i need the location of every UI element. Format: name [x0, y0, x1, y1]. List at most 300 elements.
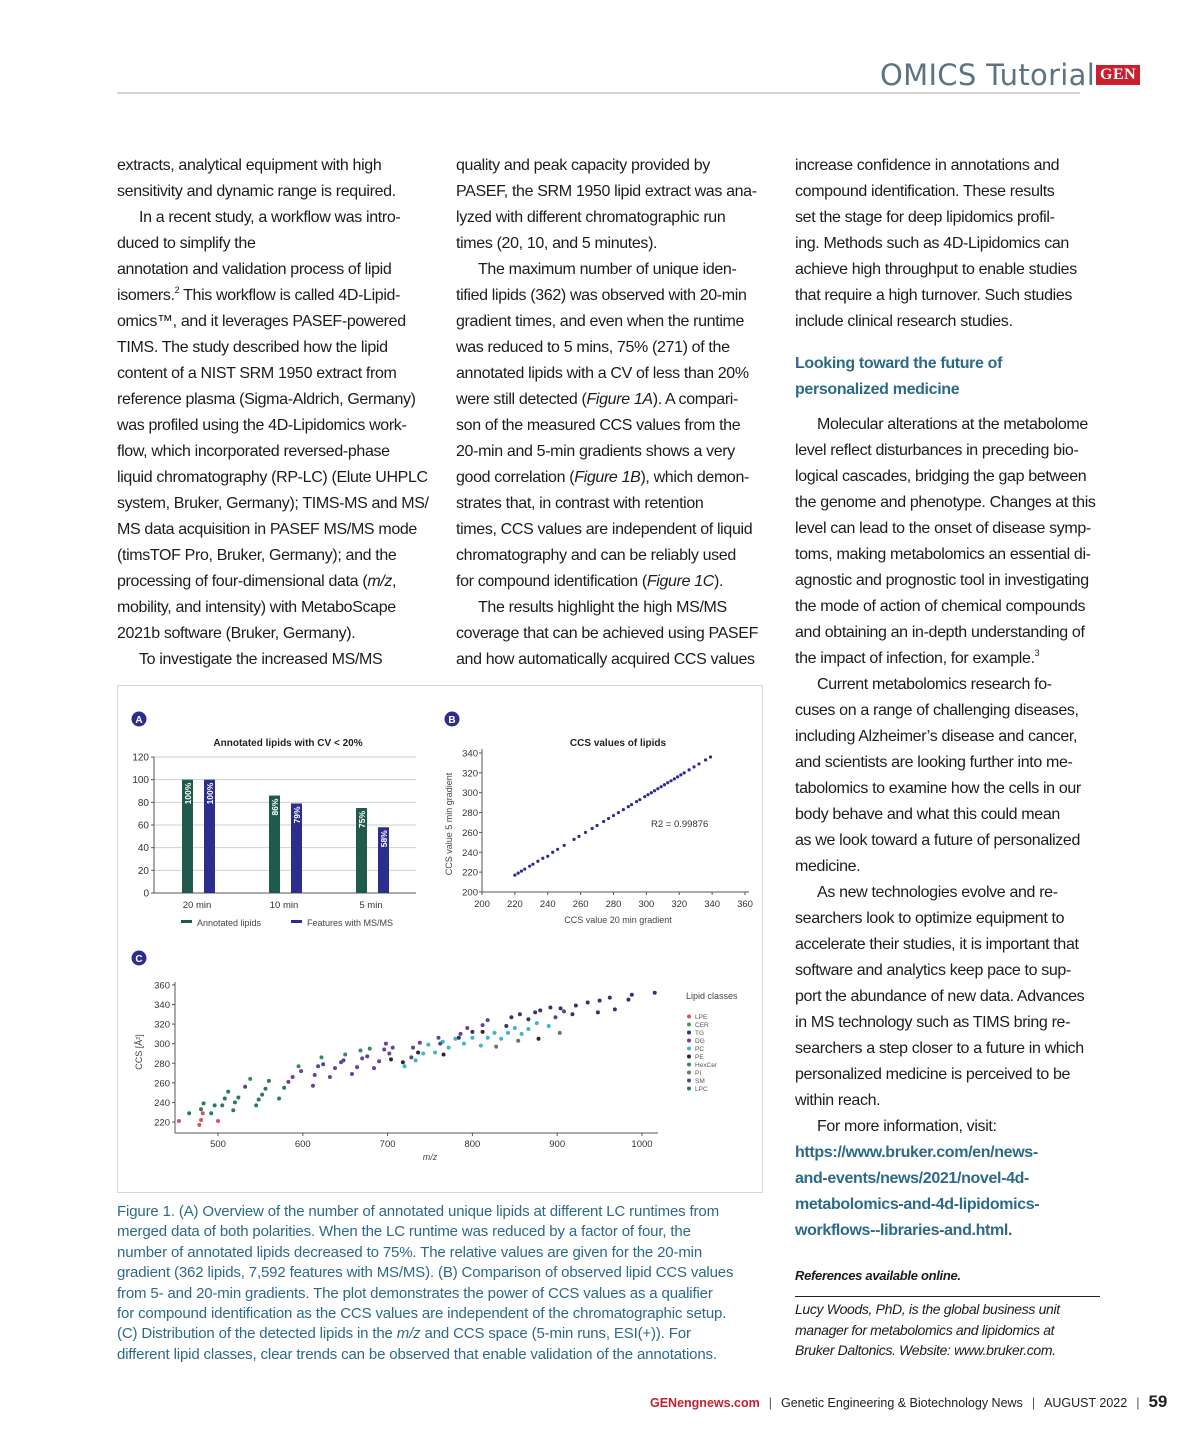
legend-label: Features with MS/MS [307, 918, 394, 928]
data-point-pc [486, 1036, 490, 1040]
data-point [688, 768, 691, 771]
text-line: achieve high throughput to enable studies [795, 261, 1077, 278]
y-tick-label: 80 [137, 797, 149, 809]
text-line: (timsTOF Pro, Bruker, Germany); and the [117, 547, 397, 564]
text-line: the mode of action of chemical compounds [795, 598, 1086, 615]
data-point-lpc [257, 1097, 261, 1101]
data-point [551, 851, 554, 854]
data-point-lpe [177, 1119, 181, 1123]
author-bio-line: manager for metabolomics and lipidomics at [795, 1321, 1055, 1338]
info-link[interactable]: and-events/news/2021/novel-4d- [795, 1170, 1030, 1187]
data-point [673, 777, 676, 780]
data-point-lpc [213, 1103, 217, 1107]
data-point-pc [421, 1051, 425, 1055]
legend-label: SM [695, 1078, 705, 1085]
text-line: 2021b software (Bruker, Germany). [117, 625, 356, 642]
author-bio-line: Bruker Daltonics. Website: www.bruker.com. [795, 1342, 1056, 1358]
footer-separator: | [1136, 1396, 1140, 1410]
data-point-dg [486, 1018, 490, 1022]
data-point [546, 855, 549, 858]
text-line [795, 412, 1115, 438]
data-point-dg [313, 1073, 317, 1077]
data-point-sm [554, 1015, 558, 1019]
text-column-3 [795, 153, 1115, 1361]
data-point-tg [574, 1003, 578, 1007]
data-point-dg [418, 1041, 422, 1045]
x-tick-label: 10 min [269, 900, 299, 911]
text-run: Current metabolomics research fo- [817, 676, 1052, 693]
data-point [666, 781, 669, 784]
legend-label: PI [695, 1070, 702, 1077]
data-point-tg [504, 1024, 508, 1028]
data-point-sm [562, 1009, 566, 1013]
data-point-pe [401, 1060, 405, 1064]
chart-b-title: CCS values of lipids [569, 738, 667, 749]
data-point [653, 789, 656, 792]
data-point-lpc [263, 1087, 267, 1091]
reference-superscript: 2 [174, 285, 180, 295]
text-line: omics™, and it leverages PASEF-powered [117, 313, 406, 330]
page-footer [650, 1392, 1167, 1412]
text-line: strates that, in contrast with retention [456, 495, 704, 512]
data-point [536, 860, 539, 863]
data-point-lpc [236, 1096, 240, 1100]
x-tick-label: 320 [671, 899, 688, 910]
data-point-lpc [220, 1103, 224, 1107]
legend-label: LPC [695, 1086, 708, 1093]
data-point-pc [513, 1026, 517, 1030]
data-point-dg [481, 1023, 485, 1027]
data-point [638, 798, 641, 801]
legend-label: Annotated lipids [197, 918, 262, 928]
data-point [692, 765, 695, 768]
legend-label: LPE [695, 1014, 708, 1021]
x-tick-label: 300 [638, 899, 655, 910]
x-tick-label: 220 [506, 899, 523, 910]
y-tick-label: 360 [154, 980, 170, 992]
text-line: liquid chromatography (RP-LC) (Elute UHPLC [117, 469, 428, 486]
data-point-pi [516, 1039, 520, 1043]
data-point [630, 803, 633, 806]
data-point-lpc [209, 1111, 213, 1115]
data-point [669, 779, 672, 782]
data-point-tg [509, 1015, 513, 1019]
data-point [528, 865, 531, 868]
text-line [456, 569, 776, 595]
data-point-lpc [260, 1093, 264, 1097]
data-point-lpe [197, 1123, 201, 1127]
data-point-dg [372, 1066, 376, 1070]
r-squared-annotation: R2 = 0.99876 [651, 819, 709, 830]
data-point [595, 824, 598, 827]
figure-1 [117, 685, 763, 1193]
y-tick-label: 240 [154, 1097, 170, 1109]
page-number: 59 [1148, 1392, 1168, 1411]
text-line: and scientists are looking further into me- [795, 754, 1073, 771]
text-line [117, 205, 437, 231]
data-point-hexcer [358, 1049, 362, 1053]
data-point [643, 795, 646, 798]
legend-marker [687, 1031, 691, 1035]
data-point [556, 848, 559, 851]
text-line: was reduced to 5 mins, 75% (271) of the [456, 339, 730, 356]
data-point-pe [481, 1030, 485, 1034]
data-point [663, 783, 666, 786]
y-tick-label: 100 [132, 775, 149, 787]
italic-text: Figure 1A [586, 391, 653, 408]
data-point-dg [316, 1064, 320, 1068]
legend-swatch [181, 920, 192, 923]
text-line: system, Bruker, Germany); TIMS-MS and MS/ [117, 495, 429, 512]
y-tick-label: 300 [154, 1039, 170, 1051]
section-title: OMICS Tutorial [880, 58, 1096, 92]
data-point-hexcer [343, 1052, 347, 1056]
text-run: good correlation ( [456, 469, 575, 486]
x-tick-label: 20 min [182, 900, 212, 911]
text-line: 20-min and 5-min gradients shows a very [456, 443, 735, 460]
data-point-tg [559, 1006, 563, 1010]
y-tick-label: 320 [462, 768, 478, 780]
data-point-pc [403, 1064, 407, 1068]
panel-a-badge-letter: A [135, 715, 143, 726]
y-axis-label: CCS [Å²] [134, 1034, 144, 1070]
y-tick-label: 200 [462, 887, 478, 899]
footer-issue: AUGUST 2022 [1044, 1396, 1128, 1410]
data-point [646, 793, 649, 796]
legend-label: HexCer [695, 1062, 718, 1069]
text-line [795, 1114, 1115, 1140]
text-line: level reflect disturbances in preceding bio- [795, 442, 1079, 459]
data-point-lpc [233, 1100, 237, 1104]
y-tick-label: 220 [462, 867, 478, 879]
figure-caption [117, 1202, 767, 1365]
data-point-pc [520, 1032, 524, 1036]
y-tick-label: 20 [137, 865, 149, 877]
text-line: TIMS. The study described how the lipid [117, 339, 388, 356]
text-line: times (20, 10, and 5 minutes). [456, 235, 658, 252]
data-point-tg [598, 999, 602, 1003]
data-point-dg [436, 1036, 440, 1040]
data-point [577, 835, 580, 838]
legend-label: CER [695, 1022, 709, 1029]
data-point-lpc [202, 1101, 206, 1105]
text-line: mobility, and intensity) with MetaboScape [117, 599, 396, 616]
text-line: within reach. [795, 1092, 881, 1109]
info-link[interactable]: workflows--libraries-and.html. [795, 1222, 1013, 1239]
data-point [650, 791, 653, 794]
x-tick-label: 500 [210, 1139, 226, 1150]
caption-line: Figure 1. (A) Overview of the number of annotated unique lipids at different LC runtimes from [117, 1203, 719, 1220]
text-column-2 [456, 153, 776, 673]
data-point [523, 868, 526, 871]
text-line: cuses on a range of challenging diseases, [795, 702, 1079, 719]
text-line: son of the measured CCS values from the [456, 417, 741, 434]
text-run: ). A compari- [652, 391, 738, 408]
data-point-pc [479, 1044, 483, 1048]
data-point [563, 844, 566, 847]
data-point-tg [457, 1036, 461, 1040]
chart-a-title: Annotated lipids with CV < 20% [213, 738, 363, 749]
y-tick-label: 300 [462, 788, 478, 800]
y-tick-label: 0 [143, 888, 149, 900]
text-run: (C) Distribution of the detected lipids in the [117, 1325, 397, 1343]
info-link[interactable]: metabolomics-and-4d-lipidomics- [795, 1196, 1040, 1213]
y-tick-label: 320 [154, 1019, 170, 1031]
data-point [520, 870, 523, 873]
data-point-tg [613, 1007, 617, 1011]
text-line: MS data acquisition in PASEF MS/MS mode [117, 521, 417, 538]
data-point-tg [470, 1030, 474, 1034]
data-point-dg [387, 1051, 391, 1055]
data-point-lpc [254, 1103, 258, 1107]
legend-label: PC [695, 1046, 705, 1053]
text-line: include clinical research studies. [795, 313, 1013, 330]
text-line: increase confidence in annotations and [795, 157, 1060, 174]
data-point-pi [494, 1045, 498, 1049]
text-line: searchers a step closer to a future in which [795, 1040, 1084, 1057]
data-point [584, 831, 587, 834]
text-run: were still detected ( [456, 391, 587, 408]
footer-site-link[interactable]: GENengnews.com [650, 1396, 760, 1410]
data-point-dg [311, 1084, 315, 1088]
data-point-tg [526, 1017, 530, 1021]
legend-marker [687, 1023, 691, 1027]
data-point-pc [526, 1027, 530, 1031]
x-tick-label: 340 [704, 899, 721, 910]
references-note: References available online. [795, 1268, 961, 1283]
data-point-tg [596, 1010, 600, 1014]
text-run: ). [713, 573, 724, 590]
data-point [660, 785, 663, 788]
legend-marker [687, 1071, 691, 1075]
data-point-tg [653, 991, 657, 995]
data-point-dg [333, 1066, 337, 1070]
section-heading: Looking toward the future of [795, 355, 1003, 372]
text-run: The results highlight the high MS/MS [478, 599, 727, 616]
data-point-pc [535, 1021, 539, 1025]
y-tick-label: 280 [462, 808, 478, 820]
data-point-pc [426, 1043, 430, 1047]
y-tick-label: 260 [462, 827, 478, 839]
text-line: and how automatically acquired CCS values [456, 651, 755, 668]
data-point [591, 827, 594, 830]
text-run: The maximum number of unique iden- [478, 261, 737, 278]
data-point [513, 874, 516, 877]
text-run: and CCS space (5-min runs, ESI(+)). For [420, 1325, 691, 1343]
data-point-pe [416, 1050, 420, 1054]
data-point-dg [382, 1048, 386, 1052]
data-point-lpc [277, 1097, 281, 1101]
y-tick-label: 120 [132, 752, 149, 764]
data-point-pc [453, 1037, 457, 1041]
data-point-hexcer [368, 1047, 372, 1051]
text-line: medicine. [795, 858, 861, 875]
text-run: processing of four-dimensional data ( [117, 573, 368, 590]
text-line [117, 647, 437, 673]
data-point-dg [384, 1042, 388, 1046]
x-tick-label: 1000 [631, 1139, 653, 1150]
data-point-lpe [199, 1118, 203, 1122]
data-point [676, 775, 679, 778]
y-tick-label: 240 [462, 847, 478, 859]
legend-marker [687, 1039, 691, 1043]
data-point-sm [321, 1062, 325, 1066]
text-line [456, 387, 776, 413]
text-line [795, 646, 1115, 672]
bar-value-label: 79% [291, 806, 302, 824]
text-line: the genome and phenotype. Changes at this [795, 494, 1096, 511]
data-point-lpe [216, 1119, 220, 1123]
italic-text: Figure 1B [574, 469, 641, 486]
info-link[interactable]: https://www.bruker.com/en/news- [795, 1144, 1038, 1161]
data-point-pi [558, 1031, 562, 1035]
text-run: , [392, 573, 397, 590]
x-tick-label: 700 [379, 1139, 396, 1150]
data-point-pc [547, 1024, 551, 1028]
data-point-dg [411, 1046, 415, 1050]
text-line: coverage that can be achieved using PASEF [456, 625, 758, 642]
data-point-dg [459, 1032, 463, 1036]
data-point [697, 762, 700, 765]
text-line: including Alzheimer’s disease and cancer, [795, 728, 1078, 745]
data-point-pc [470, 1036, 474, 1040]
bar-value-label: 75% [356, 811, 367, 829]
data-point-hexcer [319, 1055, 323, 1059]
text-line: compound identification. These results [795, 183, 1055, 200]
text-line: gradient times, and even when the runtime [456, 313, 745, 330]
data-point-dg [299, 1069, 303, 1073]
footer-separator: | [1031, 1396, 1036, 1410]
y-tick-label: 40 [137, 843, 149, 855]
y-tick-label: 340 [154, 1000, 170, 1012]
data-point-lpc [223, 1097, 227, 1101]
data-point [517, 872, 520, 875]
legend-label: DG [695, 1038, 705, 1045]
data-point-pe [442, 1052, 446, 1056]
text-line [456, 465, 776, 491]
text-line: extracts, analytical equipment with high [117, 157, 382, 174]
data-point [617, 811, 620, 814]
text-line: chromatography and can be reliably used [456, 547, 736, 564]
text-line: times, CCS values are independent of liquid [456, 521, 753, 538]
text-line: level can lead to the onset of disease symp- [795, 520, 1091, 537]
data-point-lpe [201, 1111, 205, 1115]
text-line: that require a high turnover. Such studies [795, 287, 1073, 304]
data-point [607, 817, 610, 820]
caption-line: different lipid classes, clear trends can be observed that enable validation of the annotations. [117, 1345, 717, 1363]
section-heading: personalized medicine [795, 381, 960, 398]
text-line: software and analytics keep pace to sup- [795, 962, 1071, 979]
text-run: This workflow is called 4D-Lipid- [179, 287, 401, 304]
text-run: As new technologies evolve and re- [817, 884, 1058, 901]
data-point-tg [626, 998, 630, 1002]
figure-1-charts [118, 686, 762, 1192]
data-point-sm [409, 1055, 413, 1059]
data-point-tg [538, 1008, 542, 1012]
text-line: and obtaining an in-depth understanding of [795, 624, 1085, 641]
text-line: body behave and what this could mean [795, 806, 1060, 823]
data-point-pc [462, 1042, 466, 1046]
data-point-pe [389, 1057, 393, 1061]
text-run: isomers. [117, 287, 175, 304]
text-line: logical cascades, bridging the gap between [795, 468, 1087, 485]
y-tick-label: 340 [462, 748, 478, 760]
data-point-pe [537, 1037, 541, 1041]
caption-line: for compound identification as the CCS values are independent of the chromatographic setup. [117, 1305, 727, 1323]
data-point-pc [506, 1031, 510, 1035]
text-line: annotated lipids with a CV of less than 20% [456, 365, 749, 382]
bar-value-label: 100% [182, 782, 193, 805]
text-line: set the stage for deep lipidomics profil- [795, 209, 1055, 226]
footer-publication: Genetic Engineering & Biotechnology News [781, 1396, 1023, 1410]
data-point-lpc [231, 1108, 235, 1112]
data-point-dg [350, 1072, 354, 1076]
x-tick-label: 260 [572, 899, 589, 910]
data-point-dg [377, 1059, 381, 1063]
y-axis-label: CCS value 5 min gradient [444, 772, 454, 876]
text-line: as we look toward a future of personalized [795, 832, 1081, 849]
text-line [117, 283, 437, 309]
text-line: accelerate their studies, it is important that [795, 936, 1079, 953]
data-point [612, 814, 615, 817]
panel-b-badge-letter: B [448, 715, 456, 726]
bar-value-label: 86% [269, 798, 280, 816]
x-tick-label: 5 min [359, 900, 383, 911]
text-line: annotation and validation process of lipid [117, 261, 392, 278]
x-tick-label: 800 [464, 1139, 481, 1150]
data-point-lpc [187, 1111, 191, 1115]
data-point-dg [328, 1075, 332, 1079]
legend-marker [687, 1055, 691, 1059]
data-point-hexcer [248, 1077, 252, 1081]
x-tick-label: 200 [474, 899, 490, 910]
data-point-dg [291, 1075, 295, 1079]
text-line [795, 672, 1115, 698]
legend-marker [687, 1015, 691, 1019]
y-tick-label: 220 [154, 1117, 170, 1129]
legend-title: Lipid classes [686, 991, 738, 1001]
author-bio-line: Lucy Woods, PhD, is the global business unit [795, 1301, 1060, 1317]
text-line: content of a NIST SRM 1950 extract from [117, 365, 397, 382]
data-point-lpc [199, 1107, 203, 1111]
bar-value-label: 100% [204, 782, 215, 805]
text-line: ing. Methods such as 4D-Lipidomics can [795, 235, 1069, 252]
data-point-tg [533, 1010, 537, 1014]
data-point [541, 857, 544, 860]
text-run: ), which demon- [640, 469, 750, 486]
text-line: PASEF, the SRM 1950 lipid extract was ana- [456, 183, 757, 200]
data-point [531, 863, 534, 866]
data-point-pc [499, 1037, 503, 1041]
data-point [683, 771, 686, 774]
data-point-pc [492, 1031, 496, 1035]
caption-line: from 5- and 20-min gradients. The plot demonstrates the power of CCS values as a qualifier [117, 1284, 713, 1302]
text-line: port the abundance of new data. Advances [795, 988, 1085, 1005]
x-tick-label: 240 [539, 899, 556, 910]
text-line: agnostic and prognostic tool in investigating [795, 572, 1089, 589]
caption-line: number of annotated lipids decreased to 75%. The relative values are given for the 20-min [117, 1243, 703, 1261]
data-point-dg [360, 1056, 364, 1060]
legend-marker [687, 1079, 691, 1083]
text-run: for compound identification ( [456, 573, 647, 590]
data-point-pc [447, 1046, 451, 1050]
data-point-tg [586, 1001, 590, 1005]
y-tick-label: 280 [154, 1058, 170, 1070]
text-line [456, 595, 776, 621]
text-line: tified lipids (362) was observed with 20-min [456, 287, 747, 304]
text-line: quality and peak capacity provided by [456, 157, 710, 174]
caption-line: gradient (362 lipids, 7,592 features with MS/MS). (B) Comparison of observed lipid CCS values [117, 1264, 734, 1282]
